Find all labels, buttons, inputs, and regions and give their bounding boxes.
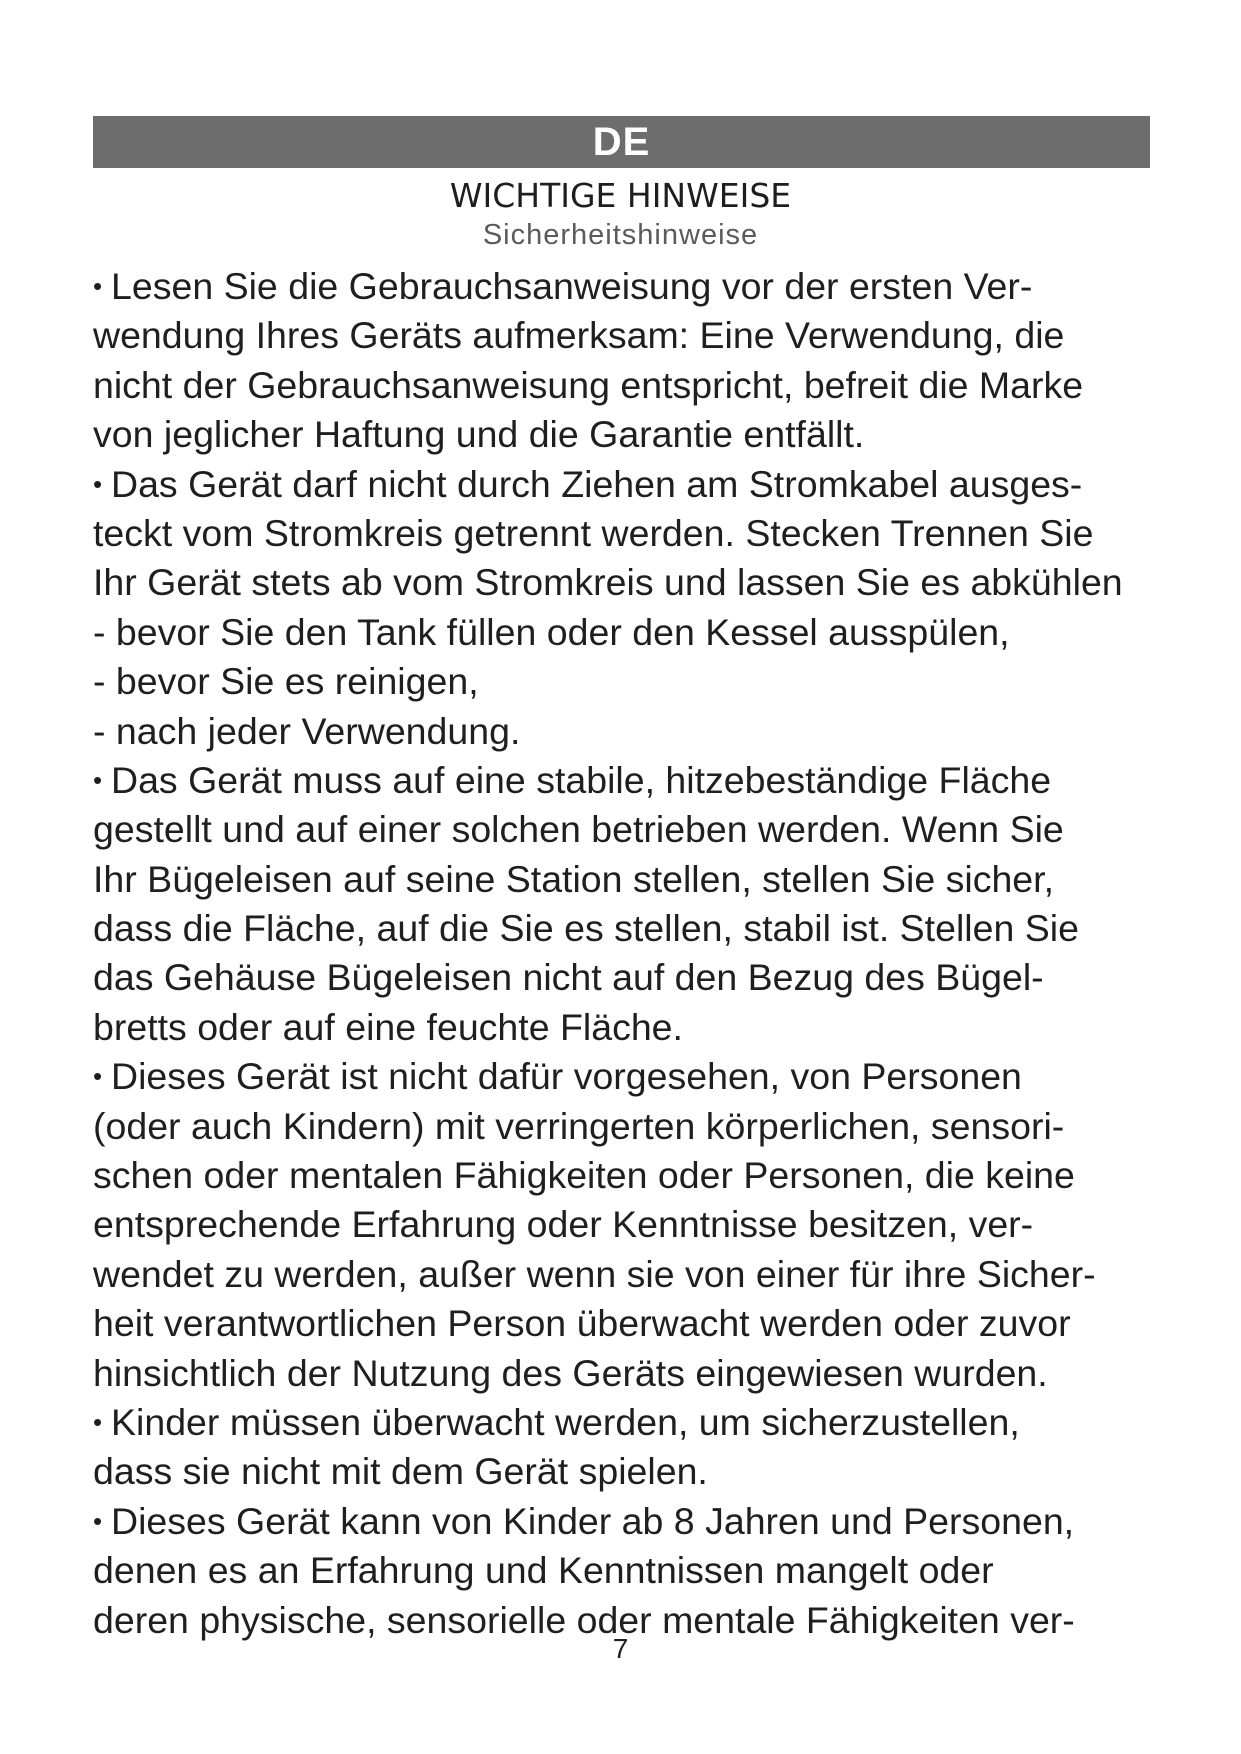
page-title: WICHTIGE HINWEISE xyxy=(449,176,792,215)
text-line xyxy=(93,756,1241,805)
bullet-icon: • xyxy=(93,1406,103,1437)
text-line xyxy=(93,311,1241,360)
line-text: entsprechende Erfahrung oder Kenntnisse besitzen, ver- xyxy=(93,1203,1034,1246)
line-text: (oder auch Kindern) mit verringerten körperlichen, sensori- xyxy=(93,1104,1065,1147)
line-text: Dieses Gerät kann von Kinder ab 8 Jahren und Personen, xyxy=(111,1499,1075,1542)
line-text: - bevor Sie den Tank füllen oder den Kessel ausspülen, xyxy=(93,610,1010,653)
text-line xyxy=(93,1200,1241,1249)
text-line xyxy=(93,953,1241,1002)
safety-instructions-text xyxy=(93,262,1241,1645)
bullet-icon: • xyxy=(93,1505,103,1536)
text-line xyxy=(93,657,1241,706)
text-line xyxy=(93,1102,1241,1151)
text-line xyxy=(93,262,1241,311)
line-text: wendet zu werden, außer wenn sie von einer für ihre Sicher- xyxy=(93,1252,1096,1295)
text-line xyxy=(93,904,1241,953)
text-line xyxy=(93,1151,1241,1200)
text-line xyxy=(93,1546,1241,1595)
text-line xyxy=(93,460,1241,509)
text-line xyxy=(93,1052,1241,1101)
line-text: - nach jeder Verwendung. xyxy=(93,709,521,752)
text-line xyxy=(93,1398,1241,1447)
text-line xyxy=(93,707,1241,756)
line-text: schen oder mentalen Fähigkeiten oder Personen, die keine xyxy=(93,1154,1075,1197)
line-text: Lesen Sie die Gebrauchsanweisung vor der ersten Ver- xyxy=(111,265,1033,307)
line-text: das Gehäuse Bügeleisen nicht auf den Bezug des Bügel- xyxy=(93,956,1044,999)
text-line xyxy=(93,1003,1241,1052)
bullet-icon: • xyxy=(93,1061,103,1092)
bullet-icon: • xyxy=(93,271,103,301)
language-code: DE xyxy=(592,120,651,164)
section-subtitle: Sicherheitshinweise xyxy=(482,219,759,251)
line-text: von jeglicher Haftung und die Garantie entfällt. xyxy=(93,413,865,456)
line-text: hinsichtlich der Nutzung des Geräts eingewiesen wurden. xyxy=(93,1351,1048,1394)
text-line xyxy=(93,1497,1241,1546)
line-text: - bevor Sie es reinigen, xyxy=(93,660,479,703)
line-text: nicht der Gebrauchsanweisung entspricht, befreit die Marke xyxy=(93,363,1084,406)
text-line xyxy=(93,1250,1241,1299)
line-text: Kinder müssen überwacht werden, um sicherzustellen, xyxy=(111,1400,1020,1443)
line-text: Ihr Bügeleisen auf seine Station stellen, stellen Sie sicher, xyxy=(93,857,1054,900)
page-number: 7 xyxy=(612,1633,629,1664)
line-text: Das Gerät muss auf eine stabile, hitzebeständige Fläche xyxy=(111,758,1052,801)
text-line xyxy=(93,855,1241,904)
text-line xyxy=(93,1349,1241,1398)
text-line xyxy=(93,608,1241,657)
line-text: teckt vom Stromkreis getrennt werden. Stecken Trennen Sie xyxy=(93,511,1094,554)
text-line xyxy=(93,410,1241,459)
bullet-icon: • xyxy=(93,468,103,499)
line-text: heit verantwortlichen Person überwacht werden oder zuvor xyxy=(93,1302,1071,1345)
text-line xyxy=(93,361,1241,410)
bullet-icon: • xyxy=(93,764,103,795)
language-header-bar xyxy=(93,116,1150,168)
line-text: bretts oder auf eine feuchte Fläche. xyxy=(93,1005,683,1048)
line-text: dass sie nicht mit dem Gerät spielen. xyxy=(93,1450,708,1493)
text-line xyxy=(93,805,1241,854)
text-line xyxy=(93,509,1241,558)
line-text: Das Gerät darf nicht durch Ziehen am Stromkabel ausges- xyxy=(111,462,1083,505)
text-line xyxy=(93,1299,1241,1348)
line-text: wendung Ihres Geräts aufmerksam: Eine Verwendung, die xyxy=(93,314,1065,357)
line-text: Dieses Gerät ist nicht dafür vorgesehen, von Personen xyxy=(111,1055,1022,1098)
text-line xyxy=(93,558,1241,607)
line-text: Ihr Gerät stets ab vom Stromkreis und lassen Sie es abkühlen xyxy=(93,561,1123,604)
line-text: gestellt und auf einer solchen betrieben werden. Wenn Sie xyxy=(93,808,1064,851)
line-text: denen es an Erfahrung und Kenntnissen mangelt oder xyxy=(93,1549,994,1592)
line-text: dass die Fläche, auf die Sie es stellen, stabil ist. Stellen Sie xyxy=(93,907,1079,950)
line-text: deren physische, sensorielle oder mentale Fähigkeiten ver- xyxy=(93,1598,1075,1641)
text-line xyxy=(93,1447,1241,1496)
